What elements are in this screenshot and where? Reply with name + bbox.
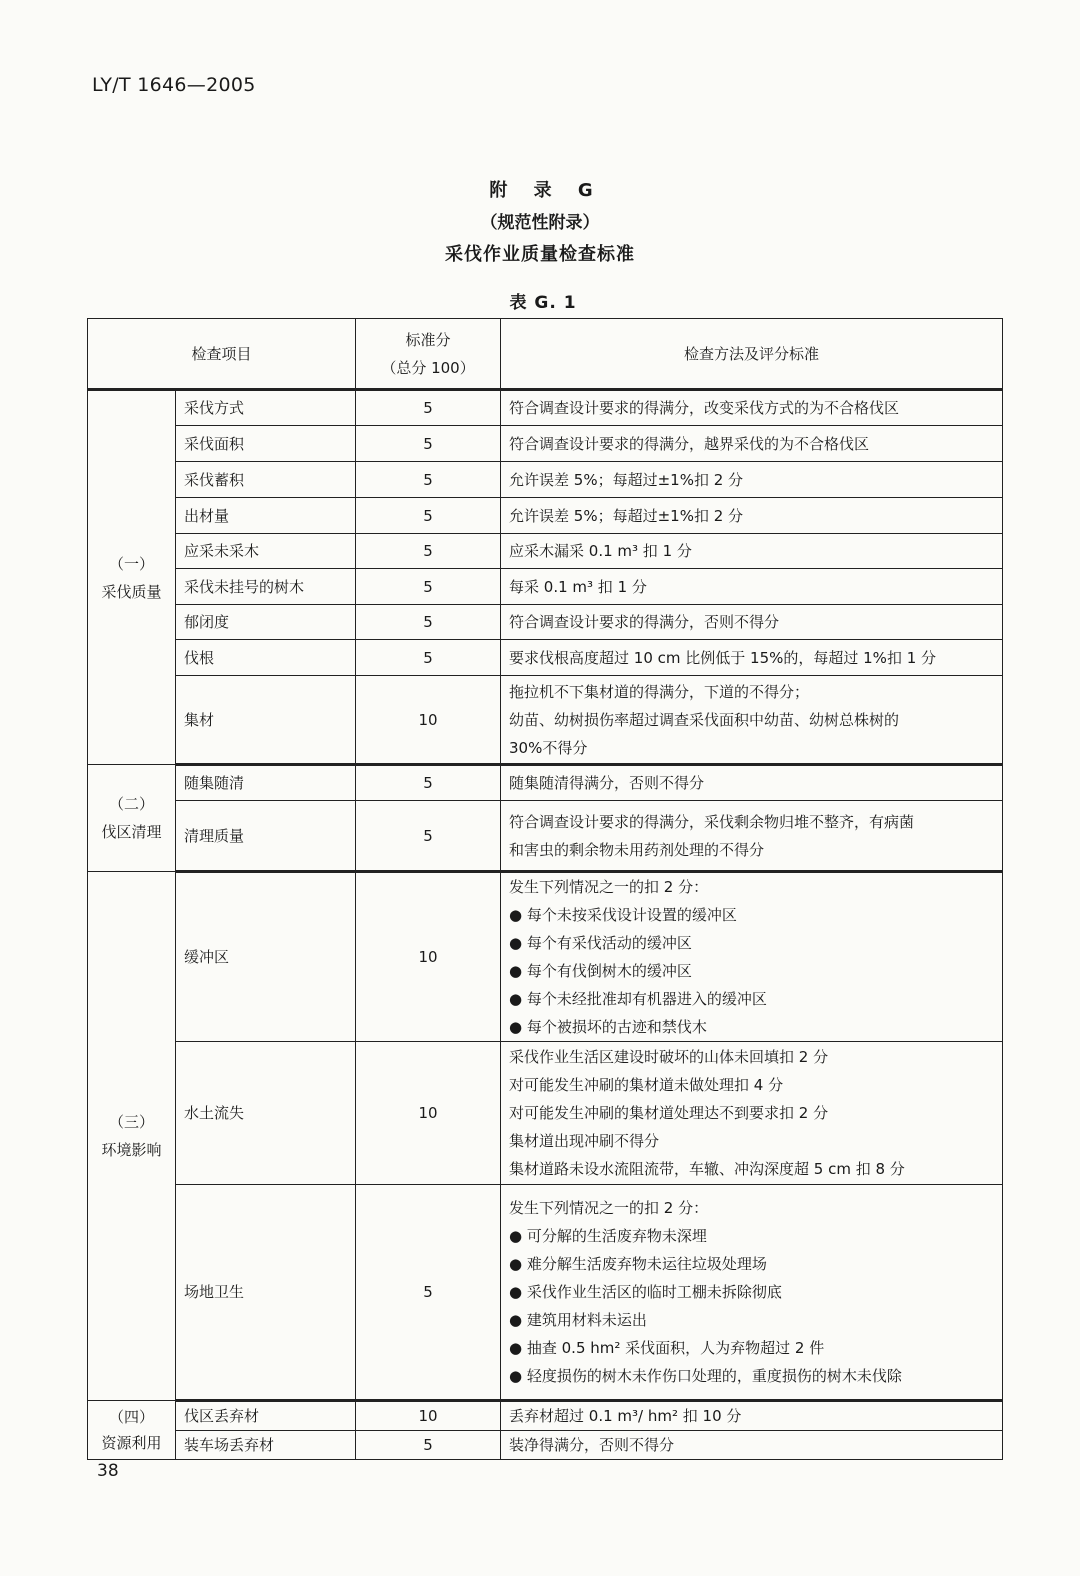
standard-score: 10 (356, 1042, 501, 1185)
standard-code: LY/T 1646—2005 (92, 74, 256, 96)
table-row (88, 569, 1003, 605)
standard-score: 5 (356, 569, 501, 605)
table-row (88, 872, 1003, 1042)
criteria-line: 符合调查设计要求的得满分，采伐剩余物归堆不整齐，有病菌 (509, 812, 915, 831)
category-name: 伐区清理 (101, 823, 162, 841)
standard-score: 5 (356, 462, 501, 498)
criteria-line: 集材道路未设水流阻流带，车辙、冲沟深度超 5 cm 扣 8 分 (509, 1160, 905, 1178)
standard-score: 5 (356, 605, 501, 640)
category-number: （四） (108, 1408, 154, 1426)
table-row (88, 390, 1003, 426)
criteria-cell (501, 872, 1003, 1042)
standard-score: 5 (356, 426, 501, 462)
table-body (88, 390, 1003, 1460)
criteria-line: 符合调查设计要求的得满分，改变采伐方式的为不合格伐区 (509, 399, 900, 417)
criteria-line: 丢弃材超过 0.1 m³/ hm² 扣 10 分 (509, 1407, 742, 1425)
criteria-line: ● 建筑用材料未运出 (509, 1311, 647, 1329)
table-row (88, 640, 1003, 676)
header-score-line2: （总分 100） (381, 358, 475, 377)
criteria-line: ● 每个被损坏的古迹和禁伐木 (509, 1018, 707, 1036)
header-method: 检查方法及评分标准 (501, 319, 1003, 390)
criteria-line: 装净得满分，否则不得分 (509, 1436, 675, 1454)
category-name: 采伐质量 (101, 582, 162, 601)
criteria-cell (501, 1185, 1003, 1401)
category-name: 资源利用 (101, 1434, 162, 1452)
criteria-line: 对可能发生冲刷的集材道未做处理扣 4 分 (509, 1076, 784, 1094)
criteria-line: 30%不得分 (509, 738, 588, 757)
standard-score: 5 (356, 801, 501, 872)
table-row (88, 426, 1003, 462)
check-item: 装车场丢弃材 (176, 1431, 356, 1460)
criteria-line: 符合调查设计要求的得满分，否则不得分 (509, 613, 780, 631)
criteria-cell (501, 605, 1003, 640)
criteria-line: 符合调查设计要求的得满分，越界采伐的为不合格伐区 (509, 434, 870, 453)
criteria-cell (501, 426, 1003, 462)
criteria-line: 和害虫的剩余物未用药剂处理的不得分 (509, 840, 765, 859)
standard-score: 10 (356, 1401, 501, 1431)
criteria-line: 采伐作业生活区建设时破坏的山体未回填扣 2 分 (509, 1048, 829, 1066)
criteria-line: ● 每个未经批准却有机器进入的缓冲区 (509, 990, 767, 1008)
criteria-cell (501, 462, 1003, 498)
table-row (88, 605, 1003, 640)
criteria-line: 允许误差 5%；每超过±1%扣 2 分 (509, 506, 744, 525)
check-item: 伐区丢弃材 (176, 1401, 356, 1431)
criteria-line: ● 每个有伐倒树木的缓冲区 (509, 962, 692, 980)
standard-score: 10 (356, 676, 501, 765)
category-cell (88, 1401, 176, 1460)
table-row (88, 462, 1003, 498)
criteria-line: 发生下列情况之一的扣 2 分： (509, 878, 709, 896)
table-row (88, 1431, 1003, 1460)
check-item: 随集随清 (176, 765, 356, 801)
category-number: （三） (108, 1113, 154, 1131)
appendix-type: （规范性附录） (480, 213, 600, 233)
standard-score: 10 (356, 872, 501, 1042)
criteria-line: 应采木漏采 0.1 m³ 扣 1 分 (509, 542, 692, 560)
criteria-cell (501, 640, 1003, 676)
criteria-line: ● 采伐作业生活区的临时工棚未拆除彻底 (509, 1283, 782, 1301)
header-score-line1: 标准分 (405, 330, 451, 349)
criteria-cell (501, 1431, 1003, 1460)
category-cell (88, 872, 176, 1401)
criteria-line: 允许误差 5%；每超过±1%扣 2 分 (509, 470, 744, 489)
criteria-cell (501, 676, 1003, 765)
check-item: 采伐面积 (176, 426, 356, 462)
page-number: 38 (97, 1461, 119, 1481)
check-item: 伐根 (176, 640, 356, 676)
criteria-line: 集材道出现冲刷不得分 (509, 1132, 660, 1150)
standard-score: 5 (356, 498, 501, 534)
check-item: 水土流失 (176, 1042, 356, 1185)
table-row (88, 1042, 1003, 1185)
criteria-line: 幼苗、幼树损伤率超过调查采伐面积中幼苗、幼树总株树的 (509, 710, 900, 729)
table-row (88, 676, 1003, 765)
standard-score: 5 (356, 1431, 501, 1460)
check-item: 应采未采木 (176, 534, 356, 569)
table-row (88, 1401, 1003, 1431)
standard-score: 5 (356, 534, 501, 569)
criteria-line: 要求伐根高度超过 10 cm 比例低于 15%的，每超过 1%扣 1 分 (509, 648, 937, 667)
criteria-line: ● 轻度损伤的树木未作伤口处理的，重度损伤的树木未伐除 (509, 1367, 902, 1385)
table-row (88, 801, 1003, 872)
criteria-line: ● 抽查 0.5 hm² 采伐面积，人为弃物超过 2 件 (509, 1339, 825, 1357)
check-item: 缓冲区 (176, 872, 356, 1042)
table-row (88, 534, 1003, 569)
check-item: 出材量 (176, 498, 356, 534)
criteria-line: ● 每个有采伐活动的缓冲区 (509, 934, 692, 952)
check-item: 场地卫生 (176, 1185, 356, 1401)
criteria-cell (501, 1401, 1003, 1431)
table-header-row (88, 319, 1003, 390)
check-item: 采伐方式 (176, 390, 356, 426)
table-row (88, 498, 1003, 534)
quality-check-table (87, 318, 1003, 1460)
criteria-cell (501, 765, 1003, 801)
standard-score: 5 (356, 1185, 501, 1401)
criteria-cell (501, 390, 1003, 426)
category-cell (88, 390, 176, 765)
standard-score: 5 (356, 765, 501, 801)
check-item: 采伐蓄积 (176, 462, 356, 498)
table-row (88, 765, 1003, 801)
criteria-line: 每采 0.1 m³ 扣 1 分 (509, 577, 647, 596)
check-item: 集材 (176, 676, 356, 765)
check-item: 清理质量 (176, 801, 356, 872)
criteria-line: 对可能发生冲刷的集材道处理达不到要求扣 2 分 (509, 1104, 829, 1122)
category-cell (88, 765, 176, 872)
category-name: 环境影响 (101, 1141, 162, 1159)
category-number: （一） (108, 554, 154, 573)
check-item: 郁闭度 (176, 605, 356, 640)
criteria-line: ● 可分解的生活废弃物未深埋 (509, 1227, 707, 1245)
criteria-line: 随集随清得满分，否则不得分 (509, 774, 705, 792)
table-row (88, 1185, 1003, 1401)
appendix-title: 附 录 G (489, 180, 603, 201)
header-score (356, 319, 501, 390)
criteria-cell (501, 569, 1003, 605)
table-caption: 表 G. 1 (509, 293, 577, 313)
criteria-cell (501, 534, 1003, 569)
category-number: （二） (108, 795, 154, 813)
criteria-cell (501, 1042, 1003, 1185)
standard-score: 5 (356, 640, 501, 676)
criteria-cell (501, 801, 1003, 872)
criteria-line: ● 难分解生活废弃物未运往垃圾处理场 (509, 1255, 767, 1273)
criteria-line: 发生下列情况之一的扣 2 分： (509, 1199, 709, 1217)
criteria-line: 拖拉机不下集材道的得满分，下道的不得分； (509, 682, 810, 701)
standard-score: 5 (356, 390, 501, 426)
check-item: 采伐未挂号的树木 (176, 569, 356, 605)
header-item: 检查项目 (88, 319, 356, 390)
criteria-cell (501, 498, 1003, 534)
criteria-line: ● 每个未按采伐设计设置的缓冲区 (509, 906, 737, 924)
appendix-subject: 采伐作业质量检查标准 (445, 244, 635, 265)
